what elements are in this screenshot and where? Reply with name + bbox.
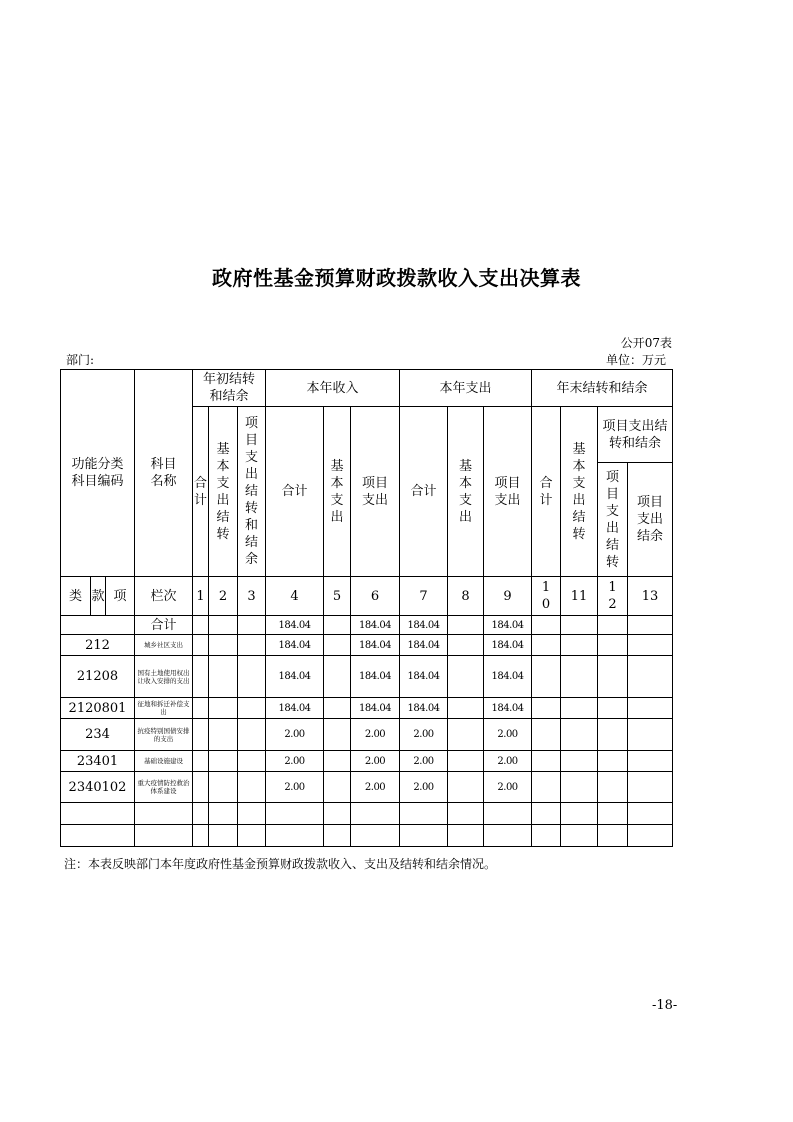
row-cell (238, 656, 266, 698)
row-name: 征地和拆迁补偿支出 (135, 698, 193, 719)
row-cell: 2.00 (400, 751, 448, 772)
row-name: 重大疫情防控救治体系建设 (135, 772, 193, 803)
row-cell (628, 751, 673, 772)
row-cell: 184.04 (266, 635, 324, 656)
row-cell (324, 719, 351, 751)
row-code: 23401 (61, 751, 135, 772)
row-cell: 2.00 (400, 772, 448, 803)
column-index: 1 (193, 577, 209, 616)
row-cell (532, 656, 561, 698)
table-row (61, 656, 673, 698)
department-label: 部门: (66, 353, 95, 367)
total-cell (238, 616, 266, 635)
row-cell (561, 719, 598, 751)
budget-table (60, 369, 673, 847)
row-cell (598, 656, 628, 698)
total-cell: 184.04 (351, 616, 400, 635)
row-code: 234 (61, 719, 135, 751)
row-cell: 184.04 (484, 656, 532, 698)
row-cell (628, 635, 673, 656)
empty-row (61, 803, 673, 825)
total-cell (209, 616, 238, 635)
total-cell (628, 616, 673, 635)
total-cell (193, 616, 209, 635)
xiang-label: 项 (106, 577, 135, 616)
row-cell (628, 656, 673, 698)
row-cell (193, 635, 209, 656)
total-cell: 184.04 (266, 616, 324, 635)
income-basic-header: 基本支出 (324, 407, 351, 577)
column-index: 8 (448, 577, 484, 616)
row-cell (561, 635, 598, 656)
unit-label: 单位：万元 (605, 353, 666, 367)
row-cell: 184.04 (400, 656, 448, 698)
column-index: 3 (238, 577, 266, 616)
row-cell (448, 635, 484, 656)
column-index: 13 (628, 577, 673, 616)
row-cell (628, 719, 673, 751)
income-header: 本年收入 (266, 370, 400, 407)
end-balance-header: 年末结转和结余 (532, 370, 673, 407)
row-cell: 2.00 (400, 719, 448, 751)
row-cell (561, 656, 598, 698)
row-cell (193, 656, 209, 698)
row-code: 2340102 (61, 772, 135, 803)
row-cell (324, 635, 351, 656)
row-cell (324, 772, 351, 803)
total-cell (598, 616, 628, 635)
income-total-header: 合计 (266, 407, 324, 577)
end-project-balance-header: 项目支出结余 (628, 463, 673, 577)
column-index: 10 (532, 577, 561, 616)
begin-total-header: 合计 (193, 407, 209, 577)
row-cell: 184.04 (484, 698, 532, 719)
row-cell (238, 751, 266, 772)
row-cell (598, 698, 628, 719)
table-row (61, 698, 673, 719)
total-cell (448, 616, 484, 635)
row-name: 基础设施建设 (135, 751, 193, 772)
row-cell (448, 656, 484, 698)
row-name: 城乡社区支出 (135, 635, 193, 656)
row-cell (193, 719, 209, 751)
table-row (61, 719, 673, 751)
page-number: -18- (652, 998, 678, 1013)
row-cell (532, 772, 561, 803)
row-cell (238, 698, 266, 719)
row-cell (193, 698, 209, 719)
row-cell: 2.00 (351, 751, 400, 772)
expense-header: 本年支出 (400, 370, 532, 407)
table-row (61, 772, 673, 803)
row-cell (193, 751, 209, 772)
row-cell (209, 635, 238, 656)
row-cell: 184.04 (400, 698, 448, 719)
row-cell: 184.04 (351, 656, 400, 698)
row-cell: 184.04 (484, 635, 532, 656)
row-code: 21208 (61, 656, 135, 698)
row-cell: 2.00 (266, 772, 324, 803)
row-cell (448, 751, 484, 772)
row-name: 抗疫特别国债安排的支出 (135, 719, 193, 751)
row-cell (324, 698, 351, 719)
row-cell: 184.04 (351, 635, 400, 656)
table-row (61, 635, 673, 656)
total-cell: 184.04 (400, 616, 448, 635)
row-cell: 184.04 (351, 698, 400, 719)
begin-balance-header: 年初结转和结余 (193, 370, 266, 407)
end-project-carry-header: 项目支出结转 (598, 463, 628, 577)
end-total-header: 合计 (532, 407, 561, 577)
column-index: 4 (266, 577, 324, 616)
row-cell (532, 751, 561, 772)
row-cell: 184.04 (400, 635, 448, 656)
report-title: 政府性基金预算财政拨款收入支出决算表 (212, 266, 581, 290)
row-cell (209, 772, 238, 803)
row-cell (448, 698, 484, 719)
row-cell: 2.00 (266, 751, 324, 772)
row-cell (628, 772, 673, 803)
row-cell: 2.00 (484, 719, 532, 751)
row-name: 国有土地使用权出让收入安排的支出 (135, 656, 193, 698)
row-cell: 184.04 (266, 698, 324, 719)
column-index: 9 (484, 577, 532, 616)
row-cell (598, 635, 628, 656)
row-cell (209, 656, 238, 698)
row-cell (238, 635, 266, 656)
begin-project-header: 项目支出结转和结余 (238, 407, 266, 577)
column-index: 5 (324, 577, 351, 616)
func-code-header: 功能分类科目编码 (61, 370, 135, 577)
row-cell (598, 772, 628, 803)
income-project-header: 项目支出 (351, 407, 400, 577)
column-index: 7 (400, 577, 448, 616)
row-cell (561, 698, 598, 719)
empty-row (61, 825, 673, 847)
row-cell (209, 698, 238, 719)
row-cell (628, 698, 673, 719)
begin-basic-header: 基本支出结转 (209, 407, 238, 577)
column-index: 6 (351, 577, 400, 616)
kuan-label: 款 (91, 577, 106, 616)
row-cell: 2.00 (266, 719, 324, 751)
column-index: 12 (598, 577, 628, 616)
row-cell: 2.00 (484, 772, 532, 803)
row-cell (448, 772, 484, 803)
row-cell (193, 772, 209, 803)
row-cell (561, 751, 598, 772)
row-cell: 184.04 (266, 656, 324, 698)
row-cell (598, 719, 628, 751)
row-cell (532, 698, 561, 719)
row-code: 2120801 (61, 698, 135, 719)
expense-total-header: 合计 (400, 407, 448, 577)
row-cell: 2.00 (484, 751, 532, 772)
row-cell (532, 719, 561, 751)
subject-name-header: 科目名称 (135, 370, 193, 577)
lei-label: 类 (61, 577, 91, 616)
table-note: 注：本表反映部门本年度政府性基金预算财政拨款收入、支出及结转和结余情况。 (64, 857, 497, 871)
row-cell (448, 719, 484, 751)
expense-project-header: 项目支出 (484, 407, 532, 577)
total-label: 合计 (135, 616, 193, 635)
expense-basic-header: 基本支出 (448, 407, 484, 577)
total-cell (324, 616, 351, 635)
row-cell (209, 719, 238, 751)
column-index: 2 (209, 577, 238, 616)
row-cell (209, 751, 238, 772)
row-cell (561, 772, 598, 803)
row-cell: 2.00 (351, 719, 400, 751)
row-cell (324, 751, 351, 772)
end-project-header: 项目支出结转和结余 (598, 407, 673, 463)
total-row (61, 616, 673, 635)
row-cell (238, 772, 266, 803)
row-cell: 2.00 (351, 772, 400, 803)
column-index: 11 (561, 577, 598, 616)
row-cell (532, 635, 561, 656)
row-cell (238, 719, 266, 751)
total-cell (561, 616, 598, 635)
table-code: 公开07表 (620, 336, 672, 350)
total-cell (532, 616, 561, 635)
row-cell (324, 656, 351, 698)
end-basic-header: 基本支出结转 (561, 407, 598, 577)
table-row (61, 751, 673, 772)
column-index-label: 栏次 (135, 577, 193, 616)
row-code: 212 (61, 635, 135, 656)
total-cell: 184.04 (484, 616, 532, 635)
row-cell (598, 751, 628, 772)
